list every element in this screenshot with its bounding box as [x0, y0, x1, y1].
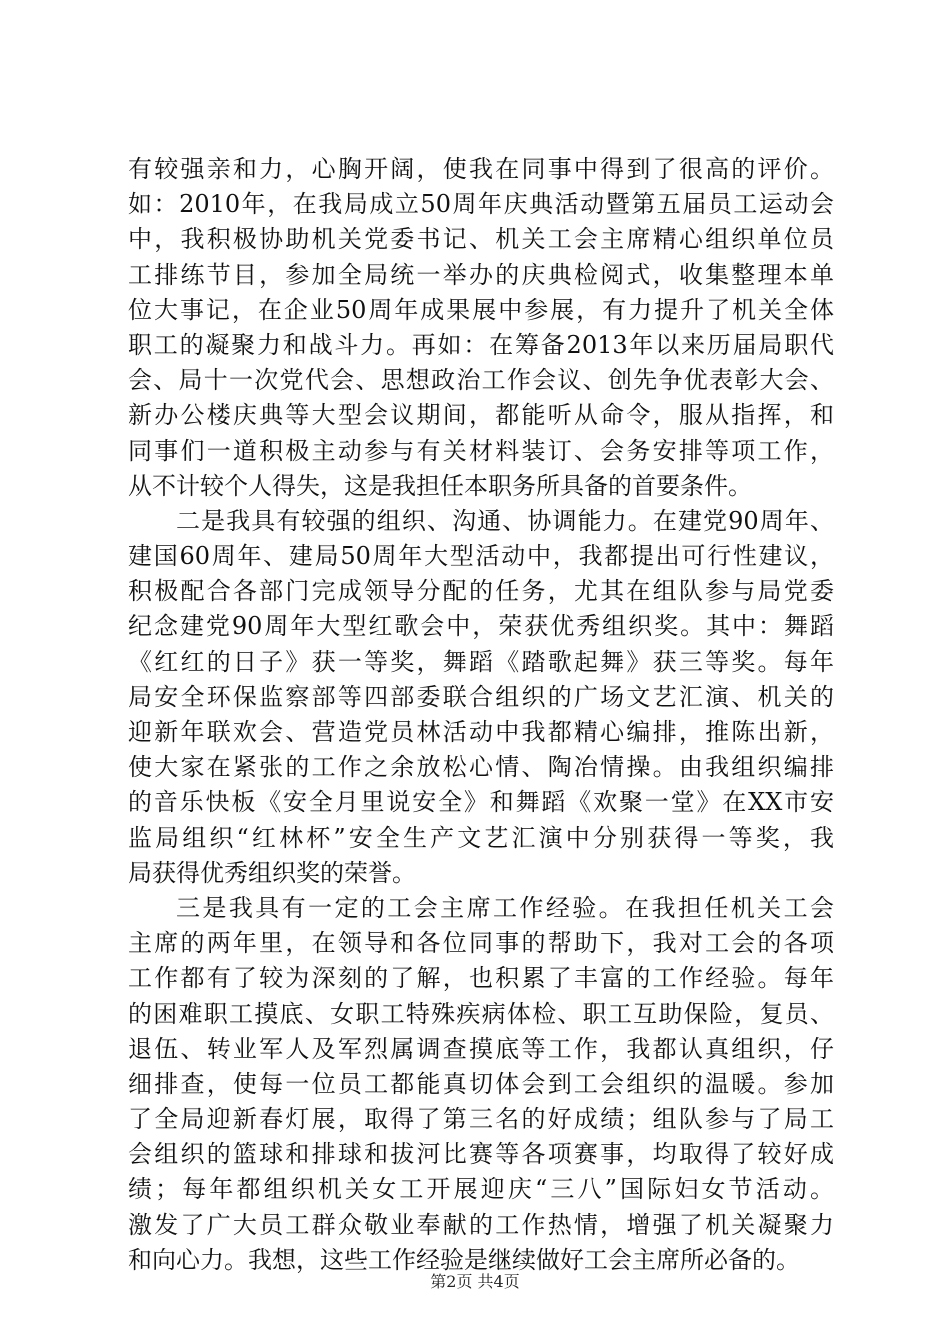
- text-line: 和向心力。我想，这些工作经验是继续做好工会主席所必备的。: [128, 1245, 800, 1274]
- text-line: 的困难职工摸底、女职工特殊疾病体检、职工互助保险，复员、: [128, 999, 834, 1028]
- text-line: 积极配合各部门完成领导分配的任务，尤其在组队参与局党委: [128, 577, 834, 606]
- text-line: 有较强亲和力，心胸开阔，使我在同事中得到了很高的评价。: [128, 155, 834, 183]
- text-line: 如：2010年，在我局成立50周年庆典活动暨第五届员工运动会: [128, 190, 834, 219]
- page-number-footer: 第2页 共4页: [430, 1272, 520, 1291]
- text-line: 中，我积极协助机关党委书记、机关工会主席精心组织单位员: [128, 225, 834, 254]
- text-line: 新办公楼庆典等大型会议期间，都能听从命令，服从指挥，和: [128, 401, 834, 430]
- text-line: 会、局十一次党代会、思想政治工作会议、创先争优表彰大会、: [128, 366, 834, 395]
- text-line: 主席的两年里，在领导和各位同事的帮助下，我对工会的各项: [128, 929, 834, 958]
- paragraph-2: [128, 504, 834, 891]
- text-line: 会组织的篮球和排球和拔河比赛等各项赛事，均取得了较好成: [128, 1140, 834, 1169]
- text-line: 细排查，使每一位员工都能真切体会到工会组织的温暖。参加: [128, 1069, 834, 1098]
- text-line: 使大家在紧张的工作之余放松心情、陶冶情操。由我组织编排: [128, 753, 834, 782]
- text-line: 局获得优秀组织奖的荣誉。: [128, 858, 416, 887]
- text-line: 建国60周年、建局50周年大型活动中，我都提出可行性建议，: [128, 542, 834, 571]
- text-line: 位大事记，在企业50周年成果展中参展，有力提升了机关全体: [128, 295, 834, 324]
- document-body: [128, 152, 834, 1278]
- text-line: 局安全环保监察部等四部委联合组织的广场文艺汇演、机关的: [128, 682, 834, 711]
- text-line: 退伍、转业军人及军烈属调查摸底等工作，我都认真组织，仔: [128, 1034, 834, 1063]
- text-line: 二是我具有较强的组织、沟通、协调能力。在建党90周年、: [176, 506, 834, 535]
- text-line: 激发了广大员工群众敬业奉献的工作热情，增强了机关凝聚力: [128, 1210, 834, 1239]
- text-line: 同事们一道积极主动参与有关材料装订、会务安排等项工作，: [128, 436, 834, 465]
- text-line: 迎新年联欢会、营造党员林活动中我都精心编排，推陈出新，: [128, 718, 834, 746]
- text-line: 从不计较个人得失，这是我担任本职务所具备的首要条件。: [128, 471, 752, 500]
- text-line: 《红红的日子》获一等奖，舞蹈《踏歌起舞》获三等奖。每年: [128, 647, 834, 676]
- text-line: 三是我具有一定的工会主席工作经验。在我担任机关工会: [176, 893, 834, 922]
- text-line: 的音乐快板《安全月里说安全》和舞蹈《欢聚一堂》在XX市安: [128, 788, 834, 817]
- text-line: 纪念建党90周年大型红歌会中，荣获优秀组织奖。其中：舞蹈: [128, 612, 834, 641]
- paragraph-1: [128, 152, 834, 504]
- text-line: 工排练节目，参加全局统一举办的庆典检阅式，收集整理本单: [128, 260, 834, 289]
- text-line: 了全局迎新春灯展，取得了第三名的好成绩；组队参与了局工: [128, 1105, 834, 1134]
- text-line: 绩；每年都组织机关女工开展迎庆“三八”国际妇女节活动。: [128, 1175, 834, 1204]
- text-line: 监局组织“红林杯”安全生产文艺汇演中分别获得一等奖，我: [128, 823, 834, 852]
- paragraph-3: [128, 891, 834, 1278]
- text-line: 职工的凝聚力和战斗力。再如：在筹备2013年以来历届局职代: [128, 330, 834, 359]
- text-line: 工作都有了较为深刻的了解，也积累了丰富的工作经验。每年: [128, 964, 834, 993]
